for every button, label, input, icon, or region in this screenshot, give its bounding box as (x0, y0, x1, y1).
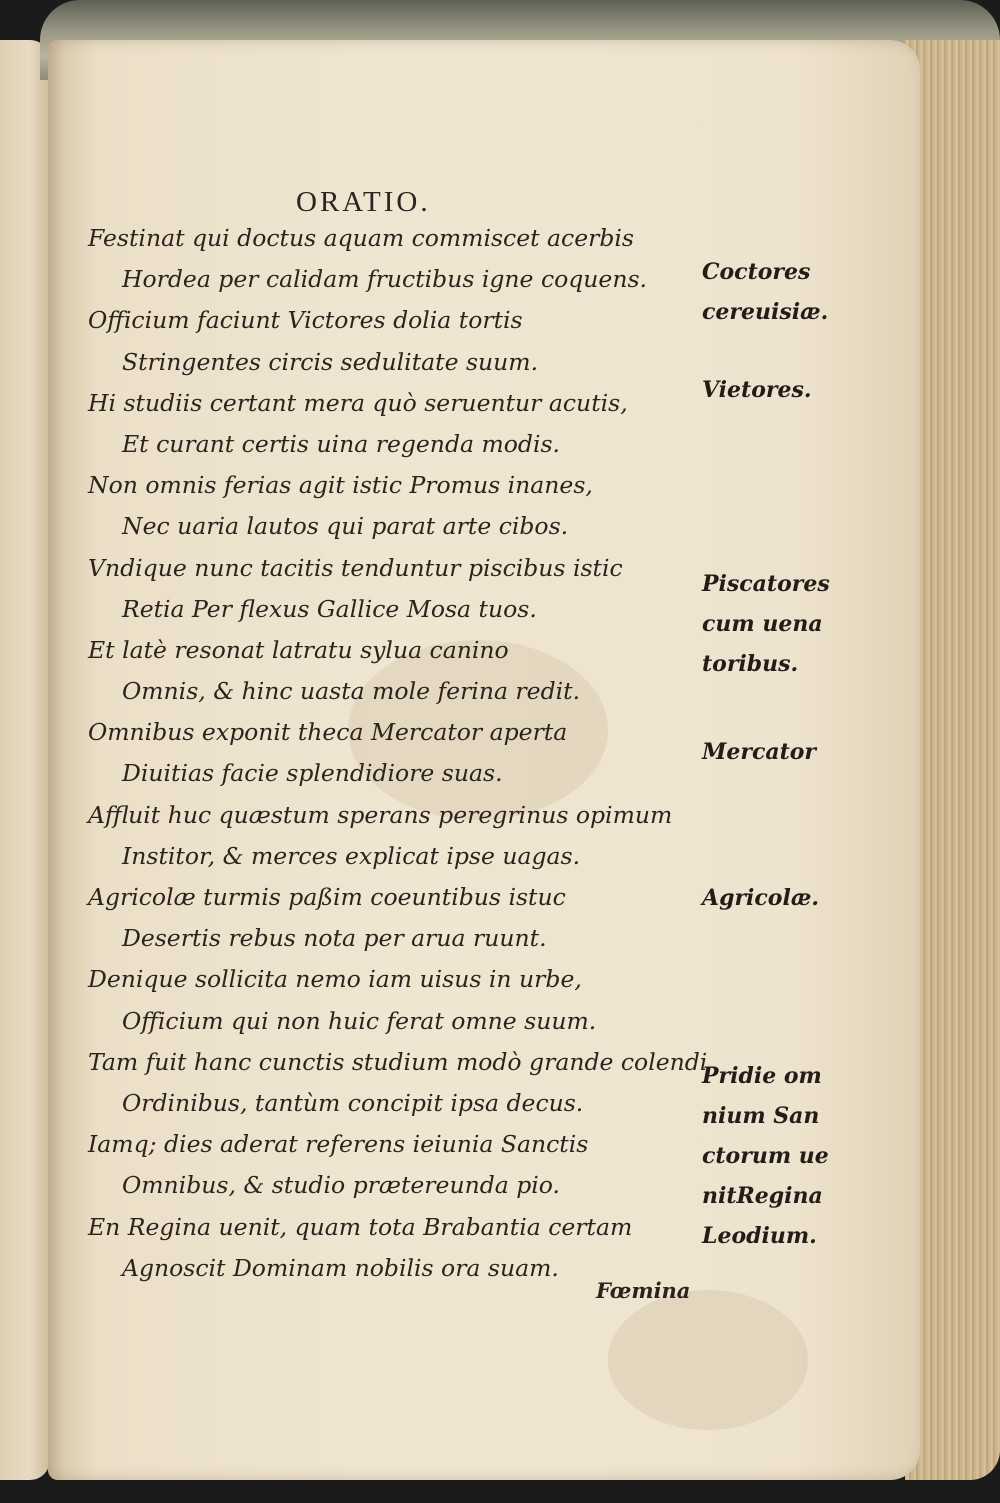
margin-note-line: nitRegina (702, 1183, 823, 1209)
verse-line: Et latè resonat latratu sylua canino (88, 635, 509, 664)
verse-line: Officium qui non huic ferat omne suum. (122, 1006, 597, 1035)
verse-line: Retia Per flexus Gallice Mosa tuos. (122, 594, 537, 623)
verse-line: Desertis rebus nota per arua ruunt. (122, 924, 547, 953)
verse-line: Omnibus, & studio prætereunda pio. (122, 1171, 560, 1200)
verse-line: Omnis, & hinc uasta mole ferina redit. (122, 677, 581, 706)
verse-line: Festinat qui doctus aquam commiscet acerbis (88, 224, 634, 252)
margin-note-pridie (702, 1056, 842, 1256)
verse-line: Non omnis ferias agit istic Promus inanes, (88, 471, 593, 500)
verse-line: Affluit huc quæstum sperans peregrinus opimum (88, 800, 673, 829)
margin-note-line: Mercator (702, 739, 817, 765)
margin-note-line: Coctores (702, 259, 811, 285)
verse-line: Denique sollicita nemo iam uisus in urbe, (88, 965, 582, 994)
margin-note-line: nium San (702, 1103, 820, 1129)
margin-note-line: cum uena (702, 611, 823, 637)
margin-note-agricolae (702, 878, 842, 918)
verse-text (88, 218, 728, 1289)
verse-line: Stringentes circis sedulitate suum. (122, 347, 539, 376)
verse-line: Nec uaria lautos qui parat arte cibos. (122, 512, 569, 541)
verse-line: Omnibus exponit theca Mercator aperta (88, 718, 568, 747)
verse-line: Agnoscit Dominam nobilis ora suam. (122, 1253, 559, 1282)
left-page-edge (0, 40, 50, 1480)
margin-note-line: Pridie om (702, 1063, 822, 1089)
running-head: ORATIO. (296, 186, 431, 218)
catchword: Fœmina (596, 1278, 691, 1303)
margin-note-line: Leodium. (702, 1223, 817, 1249)
margin-note-mercator (702, 732, 842, 772)
verse-line: Institor, & merces explicat ipse uagas. (122, 841, 581, 870)
margin-note-line: Piscatores (702, 571, 830, 597)
margin-note-line: toribus. (702, 651, 799, 677)
margin-note-coctores (702, 252, 842, 332)
margin-note-line: ctorum ue (702, 1143, 829, 1169)
verse-line: Iamq; dies aderat referens ieiunia Sanctis (88, 1130, 589, 1159)
margin-note-line: Agricolæ. (702, 885, 819, 911)
verse-line: Hi studiis certant mera quò seruentur acutis, (88, 388, 628, 417)
verse-line: Diuitias facie splendidiore suas. (122, 759, 503, 788)
verse-line: Agricolæ turmis paßim coeuntibus istuc (88, 883, 566, 911)
paper-stain (608, 1290, 808, 1430)
margin-note-line: cereuisiæ. (702, 299, 829, 325)
margin-note-line: Vietores. (702, 377, 812, 403)
verse-line: Officium faciunt Victores dolia tortis (88, 306, 523, 335)
verse-line: Hordea per calidam fructibus igne coquens. (122, 265, 647, 294)
verse-line: Tam fuit hanc cunctis studium modò grande colendi (88, 1047, 708, 1076)
verse-line: Ordinibus, tantùm concipit ipsa decus. (122, 1088, 584, 1117)
margin-note-vietores (702, 370, 842, 410)
verse-line: Et curant certis uina regenda modis. (122, 429, 560, 458)
margin-note-piscatores (702, 564, 842, 684)
verse-line: En Regina uenit, quam tota Brabantia certam (88, 1212, 633, 1241)
verse-line: Vndique nunc tacitis tenduntur piscibus istic (88, 553, 623, 582)
